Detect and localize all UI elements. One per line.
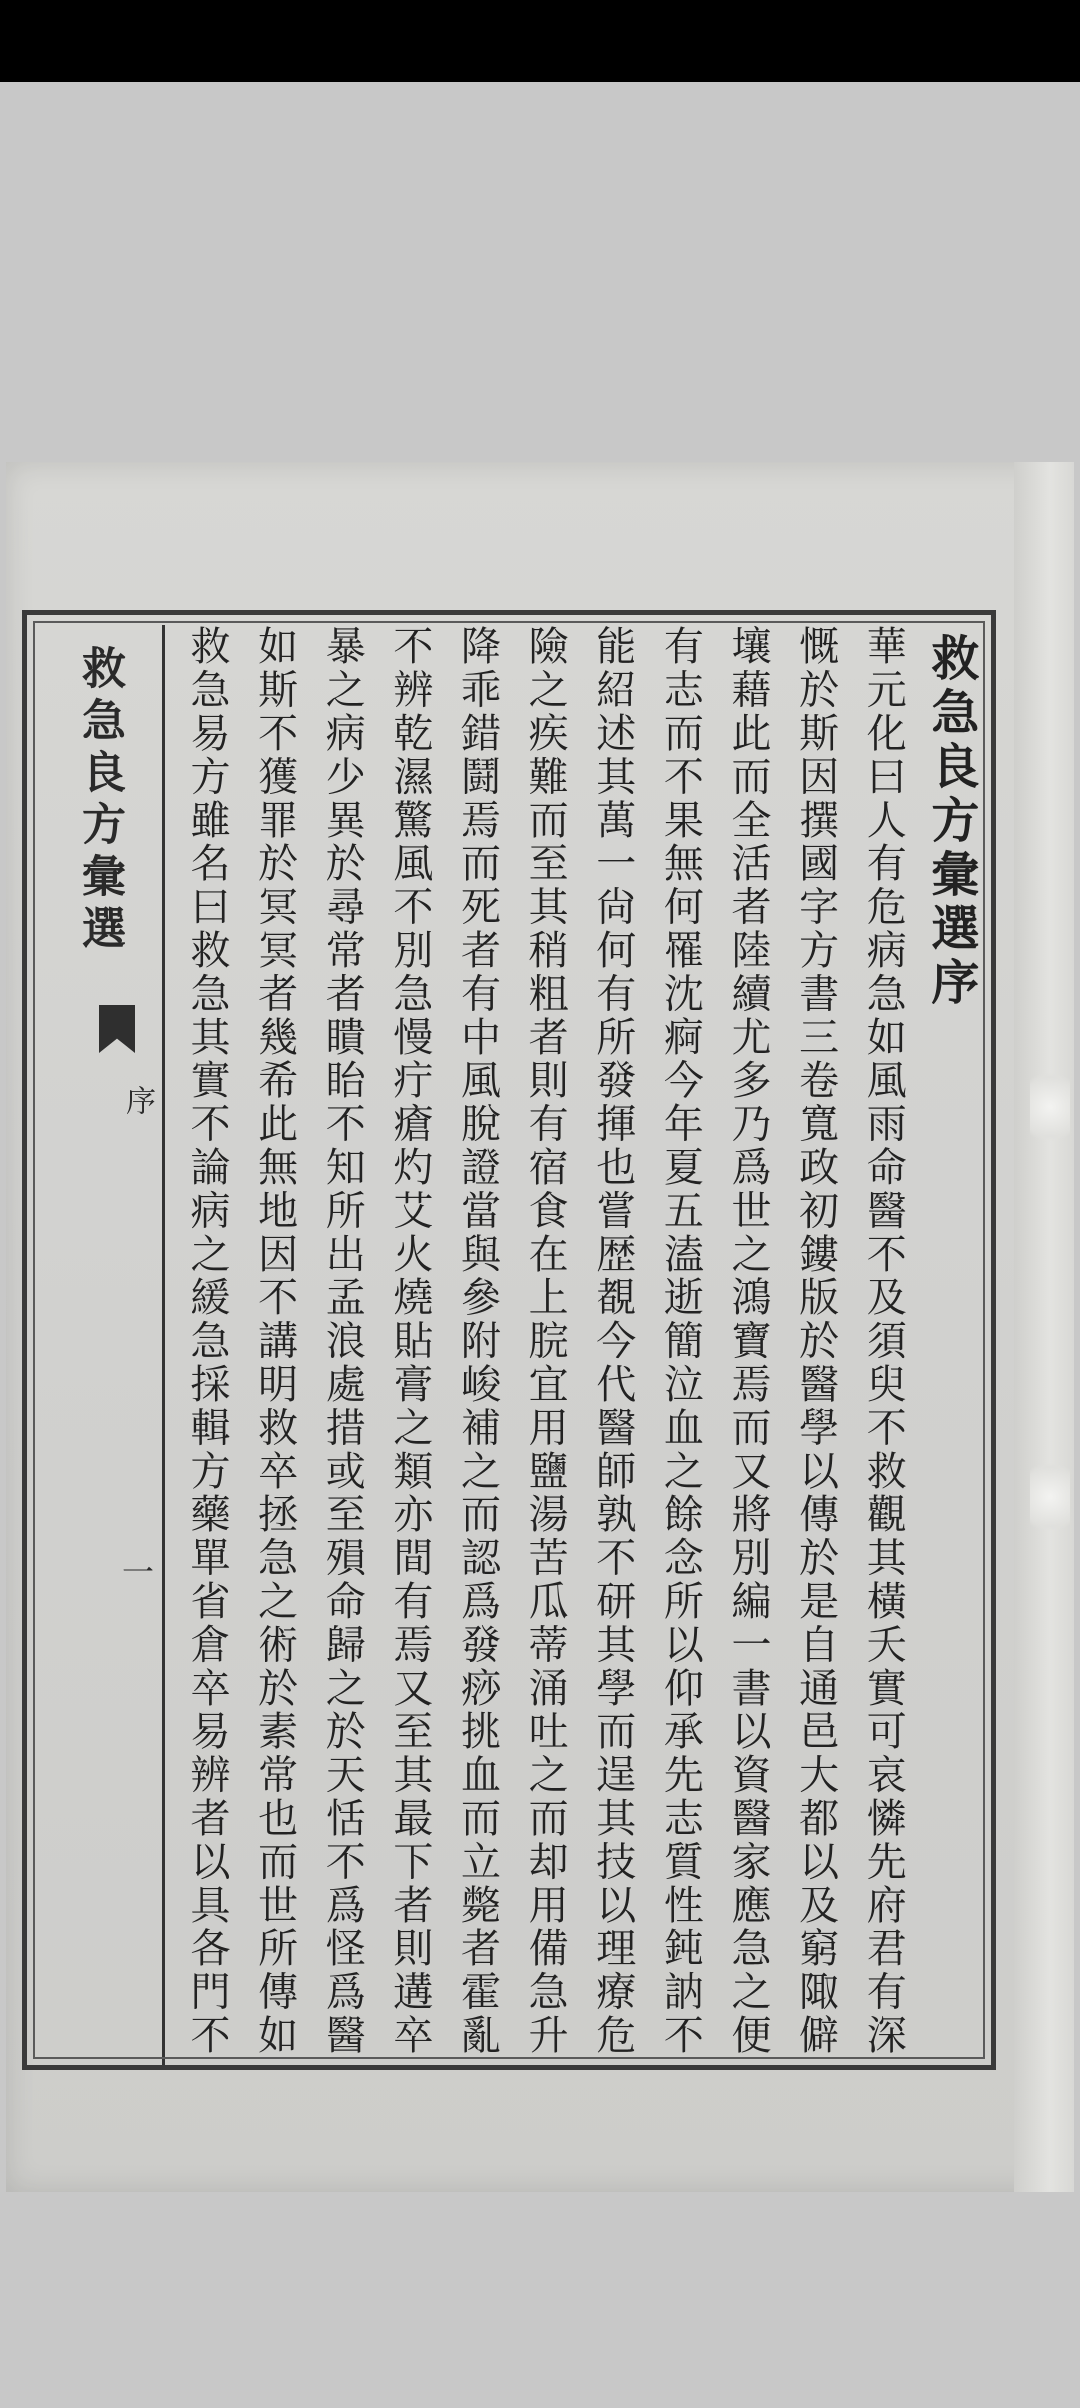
text-column: 暴之病少異於尋常者瞶眙不知所出孟浪處措或至殞命歸之於天恬不爲怪爲醫	[319, 625, 366, 2058]
scanned-page[interactable]	[6, 462, 1074, 2192]
text-frame	[22, 610, 996, 2070]
page-number: 一	[117, 1555, 155, 1587]
fishtail-mark	[99, 1005, 135, 1053]
text-columns	[182, 625, 982, 2058]
text-column: 壤藉此而全活者陸續尤多乃爲世之鴻寶焉而又將別編一書以資醫家應急之便	[725, 625, 771, 2058]
text-column: 險之疾難而至其稍粗者則有宿食在上脘宜用鹽湯苦瓜蒂涌吐之而却用備急升	[522, 625, 569, 2058]
paper-smudge	[1030, 1062, 1070, 1152]
gutter-title: 救急良方彙選	[74, 645, 125, 957]
text-column: 不辨乾濕驚風不別急慢疔瘡灼艾火燒貼膏之類亦間有焉又至其最下者則遘卒	[386, 625, 433, 2058]
text-column: 能紹述其萬一尙何有所發揮也嘗歴覩今代醫師孰不研其學而逞其技以理療危	[589, 625, 636, 2058]
status-bar	[0, 0, 1080, 82]
text-column: 華元化曰人有危病急如風雨命醫不及須臾不救觀其橫夭實可哀憐先府君有深	[860, 625, 907, 2058]
gutter-section: 序	[120, 1085, 155, 1115]
text-column: 慨於斯因撰國字方書三卷寬政初鏤版於醫學以傳於是自通邑大都以及窮陬僻	[792, 625, 839, 2058]
text-column: 有志而不果無何罹沈痾今年夏五溘逝簡泣血之餘念所以仰承先志質性鈍訥不	[657, 625, 704, 2058]
text-column: 救急易方雖名曰救急其實不論病之緩急採輯方藥單省倉卒易辨者以具各門不	[184, 625, 230, 2058]
paper-smudge	[1030, 1452, 1070, 1542]
page-gutter	[37, 625, 165, 2065]
text-column: 降乖錯鬪焉而死者有中風脫證當與參附峻補之而認爲發痧挑血而立斃者霍亂	[454, 625, 501, 2058]
image-viewer[interactable]	[0, 82, 1080, 2408]
page-edge	[1014, 462, 1074, 2192]
preface-title: 救急良方彙選序	[922, 633, 979, 1011]
text-column: 如斯不獲罪於冥冥者幾希此無地因不講明救卒拯急之術於素常也而世所傳如	[251, 625, 298, 2058]
